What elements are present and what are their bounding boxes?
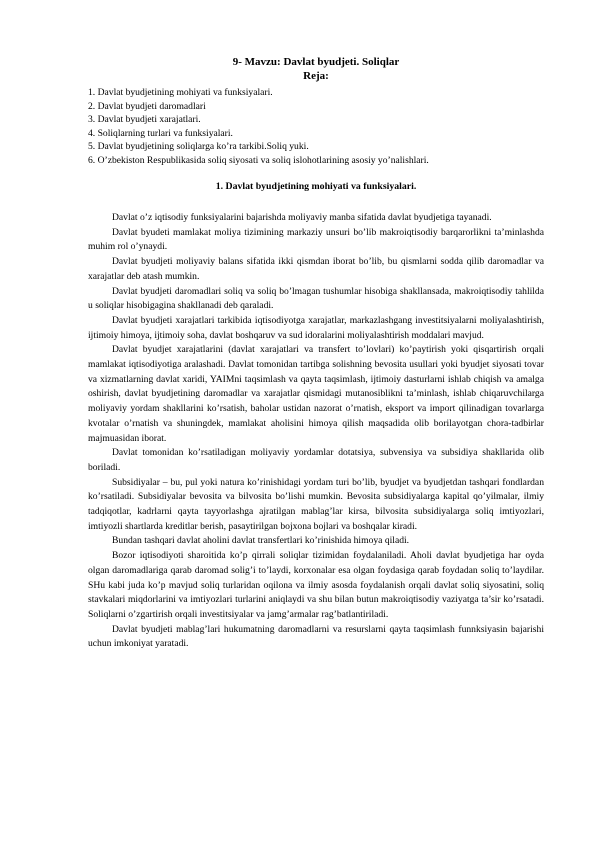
plan-list	[88, 86, 544, 168]
paragraph: Davlat byudjet xarajatlarini (davlat xarajatlari va transfert to’lovlari) ko’paytirish yoki qisqartirish orqali mamlakat iqtisodiyotiga aralashadi. Davlat tomonidan tartibga solishning bevosita usullari yoki byudjet siyosati tovar va xizmatlarning davlat xaridi, YAIMni taqsimlash va qayta taqsimlash, ijtimoiy dasturlarni ishlab chiqish va amalga oshirish, davlat byudjetining daromadlar va xarajatlar qismidagi mutanosiblikni ta’minlash, ishlab chiqaruvchilarga moliyaviy yordam shakllarini ko’rsatish, baholar ustidan nazorat o’rnatish, eksport va import qilinadigan tovarlarga kvotalar o’rnatish va shuningdek, mamlakat aholisini himoya qilish maqsadida olib borilayotgan chora-tadbirlar majmuasidan iborat.	[88, 344, 544, 444]
plan-item: 4. Soliqlarning turlari va funksiyalari.	[88, 127, 233, 139]
plan-item: 2. Davlat byudjeti daromadlari	[88, 100, 206, 112]
document-title: 9- Mavzu: Davlat byudjeti. Soliqlar	[232, 56, 400, 68]
paragraph: Davlat byudeti mamlakat moliya tizimining markaziy unsuri bo’lib makroiqtisodiy barqarorlikni ta’minlashda muhim rol o’ynaydi.	[88, 226, 544, 253]
plan-item: 5. Davlat byudjetining soliqlarga ko’ra tarkibi.Soliq yuki.	[88, 141, 309, 153]
paragraph: Davlat byudjeti xarajatlari tarkibida iqtisodiyotga xarajatlar, markazlashgang investitsiyalarni moliyalashtirish, ijtimoiy himoya, ijtimoiy soha, davlat boshqaruv va sud idoralarini moliyalashtirish moddalari mavjud.	[88, 314, 544, 341]
paragraph: Davlat byudjeti moliyaviy balans sifatida ikki qismdan iborat bo’lib, bu qismlarni sodda qilib daromadlar va xarajatlar deb atash mumkin.	[88, 256, 544, 282]
paragraph: Davlat o’z iqtisodiy funksiyalarini bajarishda moliyaviy manba sifatida davlat byudjetiga tayanadi.	[112, 212, 492, 223]
plan-item: 6. O’zbekiston Respublikasida soliq siyosati va soliq islohotlarining asosiy yo’nalishlari.	[88, 154, 429, 166]
section-heading: 1. Davlat byudjetining mohiyati va funksiyalari.	[215, 181, 417, 192]
paragraph: Davlat tomonidan ko’rsatiladigan moliyaviy yordamlar dotatsiya, subvensiya va subsidiya shakllarida olib boriladi.	[88, 447, 544, 473]
paragraph: Subsidiyalar – bu, pul yoki natura ko’rinishidagi yordam turi bo’lib, byudjet va byudjetdan tashqari fondlardan ko’rsatiladi. Subsidiyalar bevosita va bilvosita bo’lishi mumkin. Bevosita subsidiyalarga kapital qo’yilmalar, ilmiy tadqiqotlar, kadrlarni qayta tayyorlashga ajratilgan mablag’lar kirsa, bilvosita subsidiyalarga soliq imtiyozlari, imtiyozli shartlarda kreditlar berish, pasaytirilgan bojxona bojlari va boshqalar kiradi.	[88, 476, 544, 532]
plan-item: 1. Davlat byudjetining mohiyati va funksiyalari.	[88, 87, 273, 98]
paragraph: Bozor iqtisodiyoti sharoitida ko’p qirrali soliqlar tizimidan foydalaniladi. Aholi davlat byudjetiga har oyda olgan daromadlariga qarab daromad solig’i to’laydi, korxonalar esa olgan foydasiga qarab foydadan soliq to’laydilar. SHu kabi juda ko’p mavjud soliq turlaridan oqilona va ilmiy asosda foydalanish orqali davlat soliq siyosatini, soliq stavkalari miqdorlarini va imtiyozlari turlarini aniqlaydi va shu bilan butun makroiqtisodiy vaziyatga ta’sir ko’rsatadi. Soliqlarni o’zgartirish orqali investitsiyalar va jamg’armalar rag’batlantiriladi.	[88, 550, 544, 620]
paragraph: Bundan tashqari davlat aholini davlat transfertlari ko’rinishida himoya qiladi.	[112, 535, 410, 547]
paragraph: Davlat byudjeti mablag’lari hukumatning daromadlarni va resurslarni qayta taqsimlash funnksiyasin bajarishi uchun imkoniyat yaratadi.	[88, 623, 544, 650]
body-text	[88, 211, 544, 652]
plan-heading: Reja:	[303, 70, 329, 82]
plan-item: 3. Davlat byudjeti xarajatlari.	[88, 114, 201, 126]
paragraph: Davlat byudjeti daromadlari soliq va soliq bo’lmagan tushumlar hisobiga shakllansada, makroiqtisodiy tahlilda u soliqlar hisobigagina shakllanadi deb qaraladi.	[88, 285, 544, 312]
